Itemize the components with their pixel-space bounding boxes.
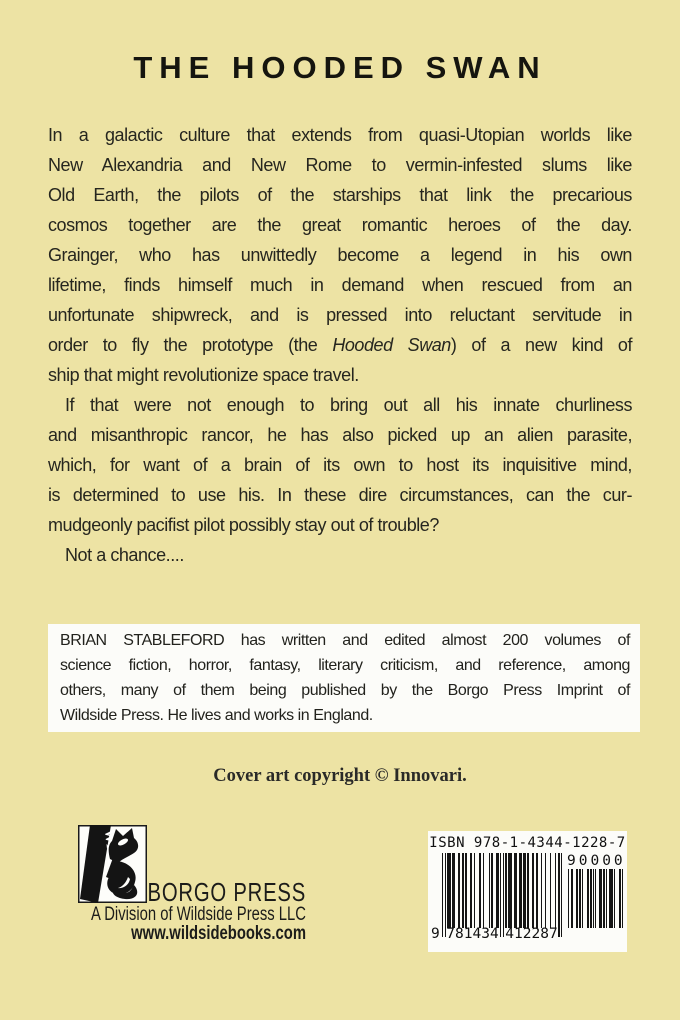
synopsis-text	[48, 120, 632, 570]
synopsis-line: mudgeonly pacifist pilot possibly stay out of trouble?	[48, 515, 439, 535]
isbn-label: ISBN 978-1-4344-1228-7	[429, 835, 626, 851]
barcode-bar	[622, 869, 623, 928]
bio-line: BRIAN STABLEFORD has written and edited almost 200 volumes of	[60, 632, 630, 649]
barcode-digits	[428, 926, 627, 946]
publisher-division: A Division of Wildside Press LLC	[91, 904, 307, 925]
synopsis-line: lifetime, finds himself much in demand when rescued from an	[48, 275, 632, 295]
ean5-supplement-barcode	[567, 869, 623, 928]
author-bio-box	[48, 624, 640, 732]
synopsis-line: Old Earth, the pilots of the starships that link the precarious	[48, 185, 632, 205]
price-code: 90000	[567, 853, 626, 869]
ean13-barcode	[442, 853, 562, 937]
cover-art-credit: Cover art copyright © Innovari.	[213, 766, 467, 786]
synopsis-line: In a galactic culture that extends from quasi-Utopian worlds like	[48, 125, 632, 145]
bio-line: science fiction, horror, fantasy, literary criticism, and reference, among	[60, 657, 630, 674]
barcode-digit-group2: 412287	[505, 926, 558, 942]
barcode-bar	[561, 853, 562, 937]
synopsis-line: unfortunate shipwreck, and is pressed into reluctant servitude in	[48, 305, 632, 325]
synopsis-line: ship that might revolutionize space travel.	[48, 365, 359, 385]
isbn-barcode-panel	[428, 831, 627, 952]
synopsis-line: If that were not enough to bring out all his innate churliness	[65, 395, 632, 415]
barcode-digit-group1: 781434	[446, 926, 499, 942]
synopsis-line: and misanthropic rancor, he has also picked up an alien parasite,	[48, 425, 632, 445]
synopsis-line: is determined to use his. In these dire circumstances, can the cur-	[48, 485, 632, 505]
synopsis-line: which, for want of a brain of its own to host its inquisitive mind,	[48, 455, 632, 475]
synopsis-line: cosmos together are the great romantic heroes of the day.	[48, 215, 632, 235]
synopsis-line: New Alexandria and New Rome to vermin-infested slums like	[48, 155, 632, 175]
synopsis-line: order to fly the prototype (the Hooded Swan) of a new kind of	[48, 335, 632, 355]
bio-line: others, many of them being published by the Borgo Press Imprint of	[60, 682, 630, 699]
publisher-block	[67, 878, 306, 943]
synopsis-line: Not a chance....	[65, 545, 184, 565]
synopsis-line: Grainger, who has unwittedly become a legend in his own	[48, 245, 632, 265]
bio-line: Wildside Press. He lives and works in England.	[60, 707, 373, 724]
publisher-website: www.wildsidebooks.com	[131, 923, 306, 944]
barcode-digit-lead: 9	[431, 926, 440, 942]
book-title: THE HOODED SWAN	[133, 50, 547, 85]
publisher-name: BORGO PRESS	[147, 877, 306, 907]
